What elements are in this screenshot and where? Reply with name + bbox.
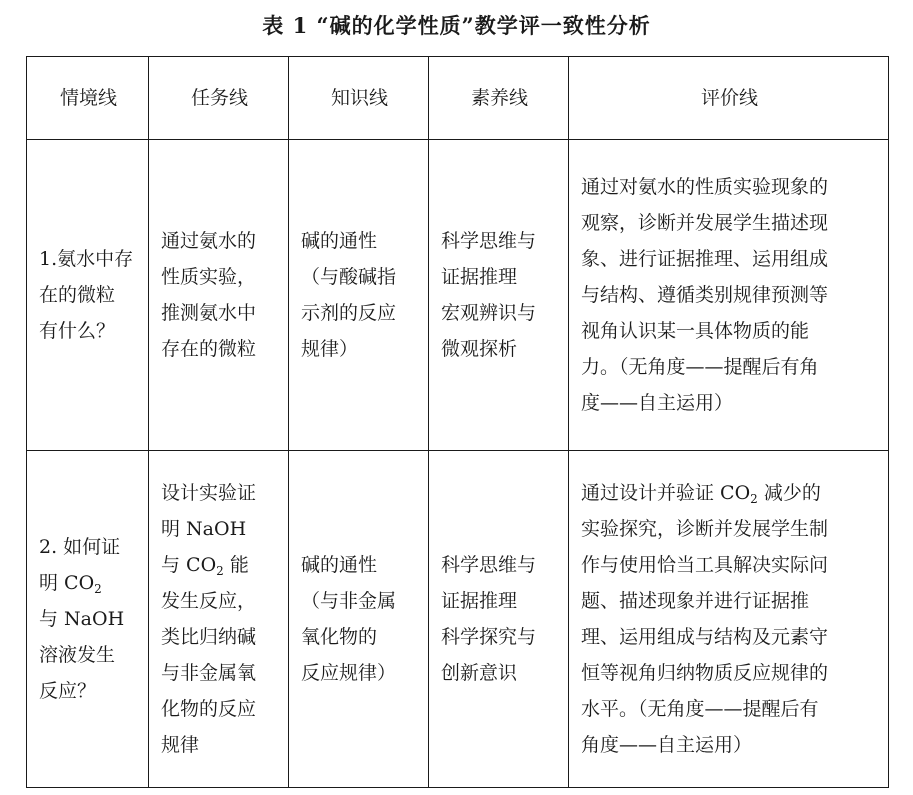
table-row (27, 140, 889, 451)
analysis-table (26, 56, 889, 788)
row2-task: 设计实验证 明 NaOH 与 $CO_2$ 能 发生反应， 类比归纳碱 与非金属氧 化物的反应 规律 (149, 451, 289, 788)
header-knowledge: 知识线 (289, 57, 429, 140)
row2-evaluation: 通过设计并验证 $CO_2$ 减少的 实验探究，诊断并发展学生制 作与使用恰当工具解决实际问 题、描述现象并进行证据推 理、运用组成与结构及元素守 恒等视角归纳物质反应规律的 水平。（无角度——提醒后有 角度——自主运用） (569, 451, 889, 788)
row1-knowledge: 碱的通性 （与酸碱指 示剂的反应 规律） (289, 140, 429, 451)
header-task: 任务线 (149, 57, 289, 140)
row1-evaluation: 通过对氨水的性质实验现象的 观察，诊断并发展学生描述现 象、进行证据推理、运用组成 与结构、遵循类别规律预测等 视角认识某一具体物质的能 力。（无角度——提醒后有角 度——自主运用） (569, 140, 889, 451)
header-scenario: 情境线 (27, 57, 149, 140)
header-evaluation: 评价线 (569, 57, 889, 140)
row2-scenario: 2. 如何证 明 $CO_2$ 与 NaOH 溶液发生 反应？ (27, 451, 149, 788)
header-row (27, 57, 889, 140)
table-row (27, 451, 889, 788)
table-title: 表 1 “碱的化学性质”教学评一致性分析 (262, 13, 651, 38)
row1-scenario: 1.氨水中存 在的微粒 有什么？ (27, 140, 149, 451)
row2-literacy: 科学思维与 证据推理 科学探究与 创新意识 (429, 451, 569, 788)
row1-literacy: 科学思维与 证据推理 宏观辨识与 微观探析 (429, 140, 569, 451)
row2-knowledge: 碱的通性 （与非金属 氧化物的 反应规律） (289, 451, 429, 788)
header-literacy: 素养线 (429, 57, 569, 140)
row1-task: 通过氨水的 性质实验， 推测氨水中 存在的微粒 (149, 140, 289, 451)
